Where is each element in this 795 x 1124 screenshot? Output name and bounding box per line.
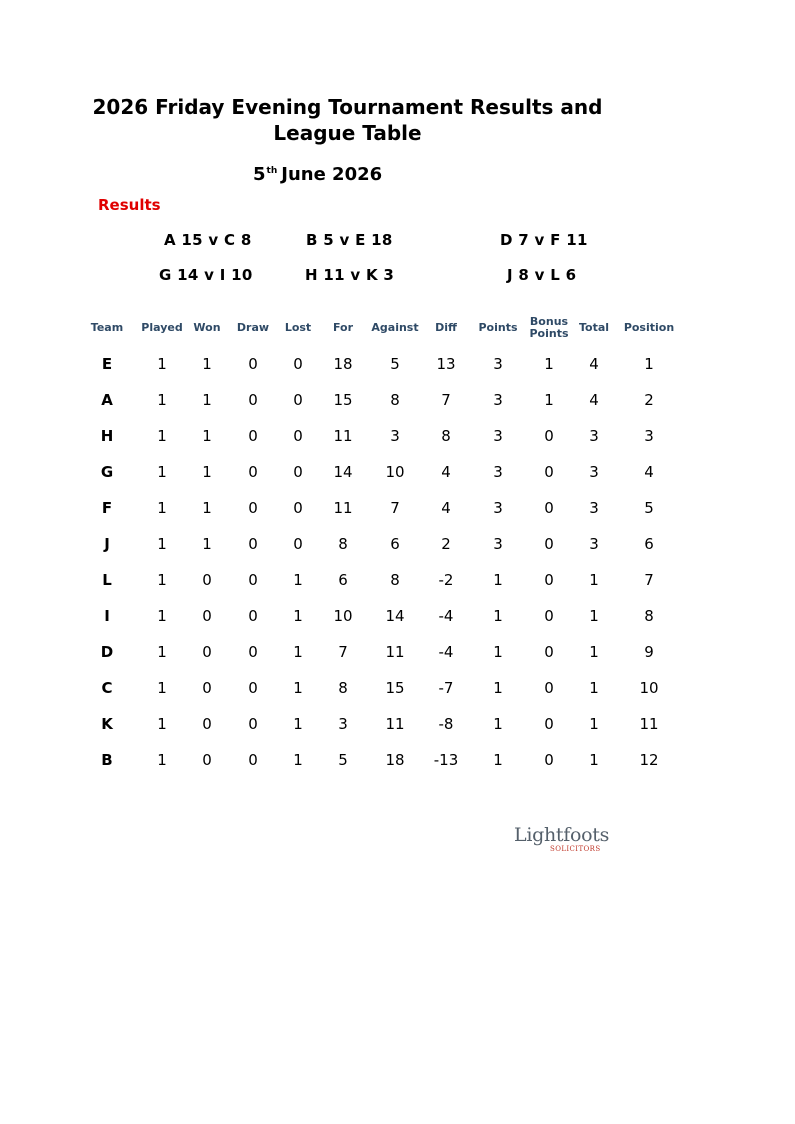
cell-lost: 0: [293, 499, 303, 517]
cell-diff: 2: [441, 535, 451, 553]
column-header-for: For: [332, 321, 354, 334]
cell-position: 1: [644, 355, 654, 373]
cell-points: 1: [493, 607, 503, 625]
cell-won: 0: [202, 607, 212, 625]
cell-for: 18: [333, 355, 353, 373]
cell-diff: 4: [441, 463, 451, 481]
cell-for: 11: [333, 499, 353, 517]
cell-points: 1: [493, 715, 503, 733]
cell-draw: 0: [248, 679, 258, 697]
cell-total: 4: [589, 355, 599, 373]
cell-bonus-points: 0: [544, 535, 554, 553]
cell-lost: 0: [293, 535, 303, 553]
cell-draw: 0: [248, 571, 258, 589]
document-date: [253, 164, 382, 185]
cell-total: 1: [589, 643, 599, 661]
cell-diff: -7: [438, 679, 454, 697]
cell-played: 1: [157, 499, 167, 517]
cell-total: 3: [589, 499, 599, 517]
cell-played: 1: [157, 643, 167, 661]
team-name: A: [101, 391, 113, 409]
cell-total: 1: [589, 571, 599, 589]
cell-against: 8: [390, 391, 400, 409]
cell-diff: -4: [438, 607, 454, 625]
cell-bonus-points: 0: [544, 751, 554, 769]
date-suffix: th: [266, 166, 278, 176]
cell-position: 8: [644, 607, 654, 625]
cell-position: 4: [644, 463, 654, 481]
cell-diff: 13: [436, 355, 456, 373]
team-name: I: [104, 607, 110, 625]
cell-played: 1: [157, 571, 167, 589]
cell-played: 1: [157, 391, 167, 409]
cell-total: 3: [589, 463, 599, 481]
cell-total: 4: [589, 391, 599, 409]
cell-against: 18: [385, 751, 405, 769]
cell-bonus-points: 0: [544, 643, 554, 661]
team-name: E: [101, 355, 113, 373]
cell-points: 3: [493, 355, 503, 373]
cell-won: 0: [202, 643, 212, 661]
cell-against: 8: [390, 571, 400, 589]
cell-for: 10: [333, 607, 353, 625]
cell-points: 3: [493, 391, 503, 409]
cell-diff: -13: [433, 751, 459, 769]
cell-diff: -2: [438, 571, 454, 589]
column-header-total: Total: [578, 321, 610, 334]
cell-against: 7: [390, 499, 400, 517]
cell-played: 1: [157, 751, 167, 769]
date-month-year: June 2026: [281, 164, 383, 185]
cell-for: 11: [333, 427, 353, 445]
cell-position: 2: [644, 391, 654, 409]
cell-played: 1: [157, 355, 167, 373]
column-header-played: Played: [141, 321, 183, 334]
cell-points: 1: [493, 571, 503, 589]
logo-wordmark: Lightfoots: [514, 824, 610, 846]
cell-draw: 0: [248, 499, 258, 517]
cell-points: 1: [493, 643, 503, 661]
cell-won: 1: [202, 535, 212, 553]
document-title: 2026 Friday Evening Tournament Results and League Table: [92, 95, 603, 145]
cell-position: 7: [644, 571, 654, 589]
cell-lost: 0: [293, 391, 303, 409]
column-header-draw: Draw: [236, 321, 270, 334]
cell-total: 1: [589, 679, 599, 697]
cell-played: 1: [157, 715, 167, 733]
result-a-v-c: A 15 v C 8: [164, 231, 252, 249]
cell-lost: 1: [293, 715, 303, 733]
cell-bonus-points: 0: [544, 499, 554, 517]
cell-points: 1: [493, 679, 503, 697]
result-h-v-k: H 11 v K 3: [305, 266, 395, 284]
cell-diff: 4: [441, 499, 451, 517]
cell-diff: -4: [438, 643, 454, 661]
cell-for: 7: [338, 643, 348, 661]
cell-lost: 1: [293, 751, 303, 769]
result-b-v-e: B 5 v E 18: [306, 231, 393, 249]
team-name: D: [100, 643, 114, 661]
cell-against: 14: [385, 607, 405, 625]
cell-against: 10: [385, 463, 405, 481]
cell-bonus-points: 1: [544, 391, 554, 409]
cell-draw: 0: [248, 427, 258, 445]
cell-draw: 0: [248, 355, 258, 373]
cell-played: 1: [157, 607, 167, 625]
team-name: L: [102, 571, 112, 589]
cell-position: 3: [644, 427, 654, 445]
cell-position: 9: [644, 643, 654, 661]
column-header-won: Won: [193, 321, 221, 334]
cell-won: 1: [202, 463, 212, 481]
cell-won: 0: [202, 715, 212, 733]
cell-diff: -8: [438, 715, 454, 733]
cell-total: 3: [589, 427, 599, 445]
cell-for: 5: [338, 751, 348, 769]
cell-diff: 8: [441, 427, 451, 445]
cell-for: 6: [338, 571, 348, 589]
cell-won: 0: [202, 571, 212, 589]
cell-won: 1: [202, 427, 212, 445]
cell-against: 15: [385, 679, 405, 697]
cell-won: 0: [202, 679, 212, 697]
cell-played: 1: [157, 463, 167, 481]
cell-position: 11: [639, 715, 659, 733]
cell-for: 15: [333, 391, 353, 409]
cell-played: 1: [157, 679, 167, 697]
cell-lost: 1: [293, 571, 303, 589]
team-name: C: [101, 679, 113, 697]
cell-lost: 1: [293, 643, 303, 661]
cell-position: 5: [644, 499, 654, 517]
cell-points: 3: [493, 499, 503, 517]
cell-lost: 1: [293, 607, 303, 625]
result-d-v-f: D 7 v F 11: [500, 231, 588, 249]
cell-bonus-points: 0: [544, 463, 554, 481]
cell-draw: 0: [248, 607, 258, 625]
cell-points: 3: [493, 463, 503, 481]
cell-bonus-points: 0: [544, 679, 554, 697]
cell-against: 11: [385, 715, 405, 733]
cell-bonus-points: 1: [544, 355, 554, 373]
cell-total: 1: [589, 751, 599, 769]
cell-points: 3: [493, 427, 503, 445]
team-name: B: [101, 751, 113, 769]
cell-points: 3: [493, 535, 503, 553]
date-day: 5: [253, 164, 266, 185]
cell-draw: 0: [248, 463, 258, 481]
column-header-position: Position: [623, 321, 675, 334]
cell-for: 14: [333, 463, 353, 481]
cell-played: 1: [157, 535, 167, 553]
column-header-points: Points: [478, 321, 518, 334]
cell-bonus-points: 0: [544, 427, 554, 445]
cell-points: 1: [493, 751, 503, 769]
cell-draw: 0: [248, 391, 258, 409]
logo-subtitle: SOLICITORS: [550, 845, 601, 853]
cell-lost: 1: [293, 679, 303, 697]
cell-draw: 0: [248, 751, 258, 769]
cell-lost: 0: [293, 463, 303, 481]
cell-total: 3: [589, 535, 599, 553]
cell-total: 1: [589, 607, 599, 625]
result-g-v-i: G 14 v I 10: [159, 266, 253, 284]
cell-won: 1: [202, 499, 212, 517]
cell-against: 5: [390, 355, 400, 373]
cell-total: 1: [589, 715, 599, 733]
team-name: H: [100, 427, 114, 445]
column-header-lost: Lost: [284, 321, 312, 334]
team-name: F: [101, 499, 113, 517]
cell-played: 1: [157, 427, 167, 445]
cell-bonus-points: 0: [544, 715, 554, 733]
result-j-v-l: J 8 v L 6: [507, 266, 577, 284]
column-header-bonus-points: Bonus Points: [529, 315, 569, 340]
cell-bonus-points: 0: [544, 571, 554, 589]
team-name: G: [100, 463, 114, 481]
team-name: K: [101, 715, 113, 733]
column-header-against: Against: [371, 321, 419, 334]
cell-lost: 0: [293, 427, 303, 445]
cell-won: 1: [202, 355, 212, 373]
cell-bonus-points: 0: [544, 607, 554, 625]
results-heading: Results: [98, 196, 161, 214]
cell-against: 11: [385, 643, 405, 661]
team-name: J: [104, 535, 110, 553]
lightfoots-logo: [514, 824, 610, 856]
cell-against: 3: [390, 427, 400, 445]
cell-draw: 0: [248, 535, 258, 553]
cell-for: 8: [338, 679, 348, 697]
cell-diff: 7: [441, 391, 451, 409]
cell-for: 3: [338, 715, 348, 733]
cell-position: 6: [644, 535, 654, 553]
cell-against: 6: [390, 535, 400, 553]
cell-won: 0: [202, 751, 212, 769]
cell-for: 8: [338, 535, 348, 553]
cell-position: 10: [639, 679, 659, 697]
cell-won: 1: [202, 391, 212, 409]
cell-position: 12: [639, 751, 659, 769]
cell-draw: 0: [248, 643, 258, 661]
cell-lost: 0: [293, 355, 303, 373]
cell-draw: 0: [248, 715, 258, 733]
column-header-team: Team: [90, 321, 124, 334]
column-header-diff: Diff: [435, 321, 457, 334]
